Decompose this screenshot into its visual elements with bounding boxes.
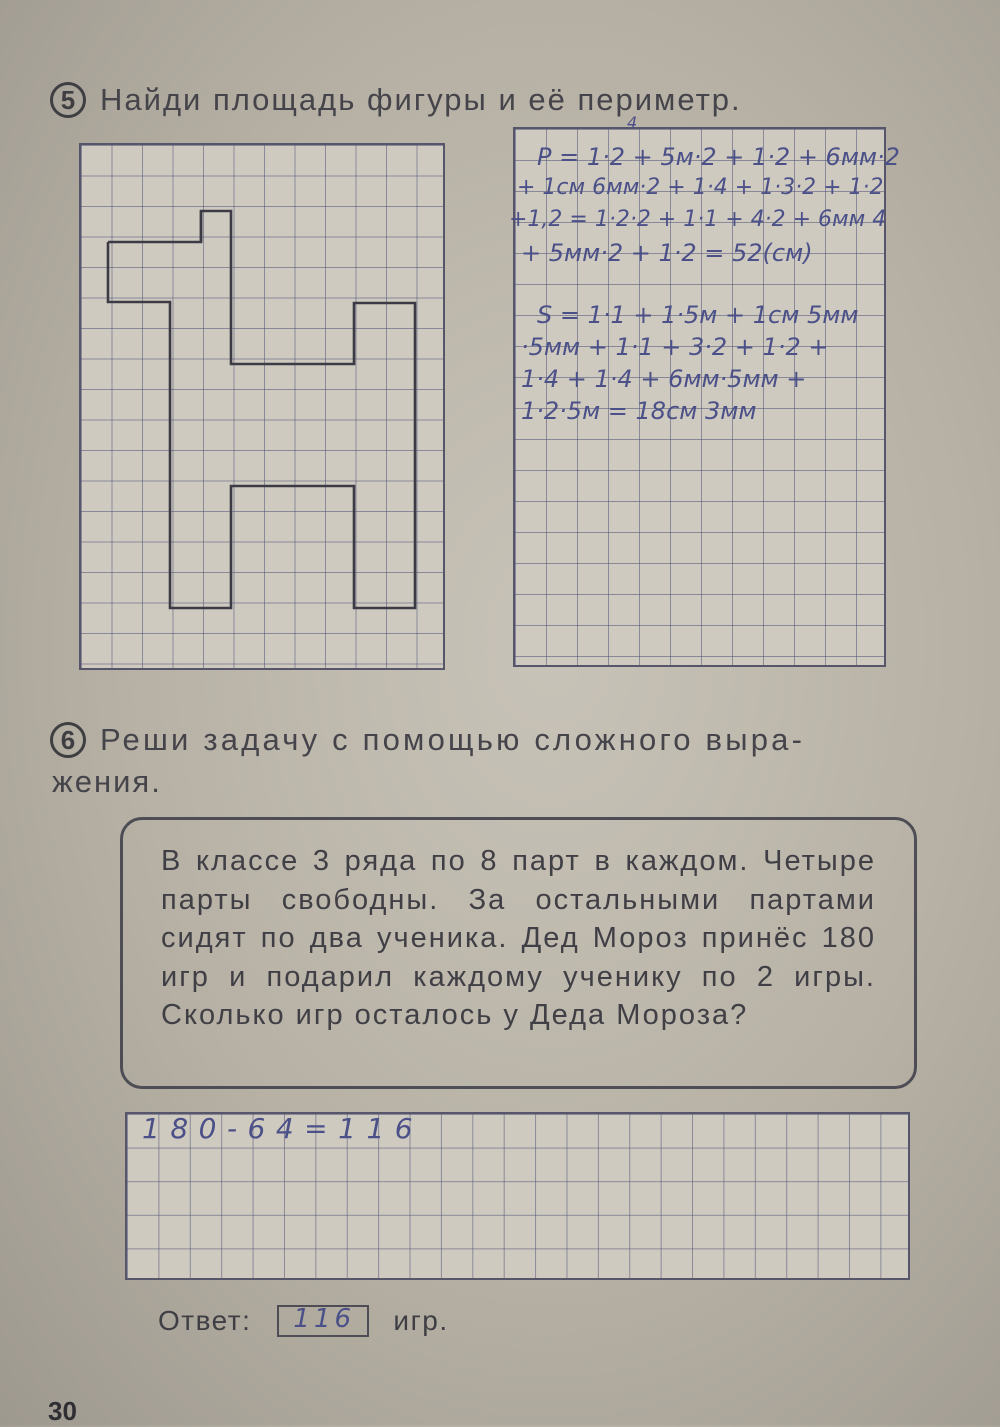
problem-box xyxy=(120,817,917,1089)
task6-title-line1: Реши задачу с помощью сложного выра- xyxy=(100,722,806,757)
task6-title-line2: жения. xyxy=(52,764,162,799)
task5-header xyxy=(50,82,742,118)
task5-number: 5 xyxy=(50,82,86,118)
area-line: 1·4 + 1·4 + 6мм·5мм + xyxy=(521,365,807,393)
answer-row xyxy=(158,1305,449,1337)
perimeter-line: + 5мм·2 + 1·2 = 52(см) xyxy=(521,239,813,267)
answer-box[interactable] xyxy=(277,1305,369,1337)
page-number: 30 xyxy=(48,1396,77,1426)
answer-unit: игр. xyxy=(393,1305,449,1336)
figure-grid xyxy=(79,143,445,670)
task5-title: Найди площадь фигуры и её периметр. xyxy=(100,82,742,117)
area-line: 1·2·5м = 18см 3мм xyxy=(521,397,757,425)
task6-number: 6 xyxy=(50,722,86,758)
problem-text: В классе 3 ряда по 8 парт в каждом. Четыре парты свободны. За остальными партами сидят по два ученика. Дед Мороз принёс 180 игр и подарил каждому ученику по 2 игры. Сколько игр осталось у Деда Мороза? xyxy=(161,845,876,1031)
perimeter-line: P = 1·2 + 5м·2 + 1·2 + 6мм·2 xyxy=(537,143,900,171)
perimeter-line: + 1см 6мм·2 + 1·4 + 1·3·2 + 1·2 xyxy=(517,175,884,200)
perimeter-line: +1,2 = 1·2·2 + 1·1 + 4·2 + 6мм 4 xyxy=(509,207,887,232)
area-line: S = 1·1 + 1·5м + 1см 5мм xyxy=(537,301,859,329)
figure-outline xyxy=(81,145,447,672)
task6-header xyxy=(50,722,805,758)
solution-grid xyxy=(509,113,900,667)
calculation-text: 180-64=116 xyxy=(142,1112,424,1145)
corner-mark: 4 xyxy=(627,113,638,132)
area-line: ·5мм + 1·1 + 3·2 + 1·2 + xyxy=(521,333,829,361)
answer-label: Ответ: xyxy=(158,1305,252,1336)
answer-value: 116 xyxy=(293,1304,356,1334)
